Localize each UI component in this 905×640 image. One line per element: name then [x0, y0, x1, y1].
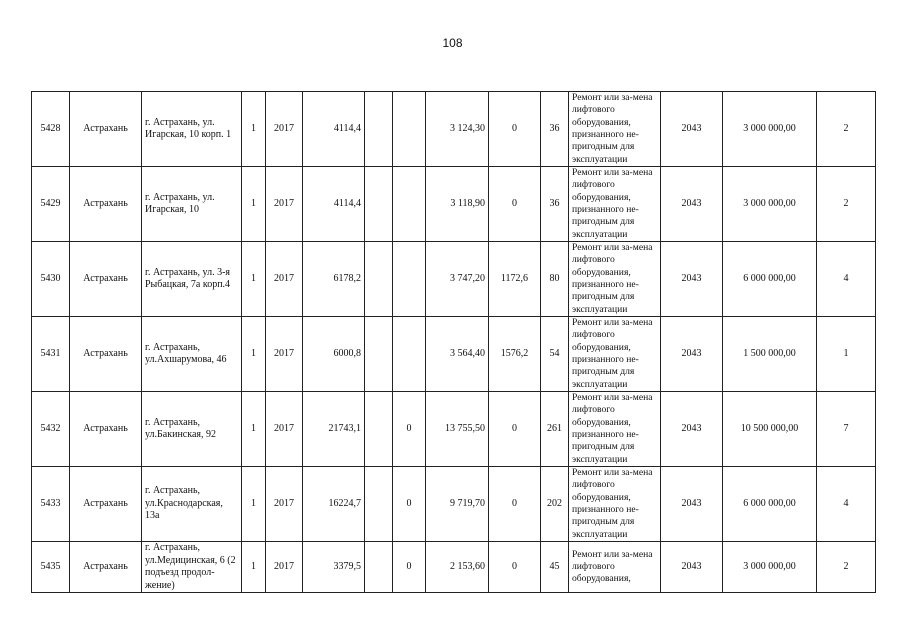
cell-city: Астрахань — [70, 167, 142, 242]
cell-col13: 2043 — [661, 167, 723, 242]
cell-area: 3379,5 — [303, 542, 365, 593]
cell-col8 — [393, 167, 426, 242]
cell-col10: 0 — [489, 542, 541, 593]
cell-count: 2 — [817, 92, 876, 167]
cell-city: Астрахань — [70, 317, 142, 392]
cell-col7 — [365, 467, 393, 542]
cell-address: г. Астрахань, ул. Игарская, 10 корп. 1 — [142, 92, 242, 167]
cell-year: 2017 — [266, 467, 303, 542]
table-row — [32, 92, 876, 167]
cell-col4: 1 — [242, 467, 266, 542]
cell-year: 2017 — [266, 92, 303, 167]
table-row — [32, 467, 876, 542]
cell-work-type: Ремонт или за-мена лифтового оборудования, — [569, 542, 661, 593]
cell-col10: 0 — [489, 167, 541, 242]
cell-year: 2017 — [266, 167, 303, 242]
table-body — [32, 92, 876, 593]
cell-count: 1 — [817, 317, 876, 392]
cell-work-type: Ремонт или за-мена лифтового оборудования, признанного не-пригодным для эксплуатации — [569, 467, 661, 542]
cell-col11: 45 — [541, 542, 569, 593]
table-row — [32, 317, 876, 392]
cell-cost: 3 000 000,00 — [723, 542, 817, 593]
cell-col8: 0 — [393, 392, 426, 467]
cell-work-type: Ремонт или за-мена лифтового оборудования, признанного не-пригодным для эксплуатации — [569, 92, 661, 167]
cell-col8: 0 — [393, 542, 426, 593]
cell-cost: 1 500 000,00 — [723, 317, 817, 392]
cell-col10: 0 — [489, 392, 541, 467]
cell-col4: 1 — [242, 167, 266, 242]
cell-id: 5432 — [32, 392, 70, 467]
cell-count: 4 — [817, 467, 876, 542]
cell-count: 2 — [817, 167, 876, 242]
cell-count: 7 — [817, 392, 876, 467]
cell-col7 — [365, 542, 393, 593]
cell-work-type: Ремонт или за-мена лифтового оборудования, признанного не-пригодным для эксплуатации — [569, 167, 661, 242]
cell-col9: 2 153,60 — [426, 542, 489, 593]
cell-col4: 1 — [242, 317, 266, 392]
cell-area: 6000,8 — [303, 317, 365, 392]
cell-col11: 36 — [541, 92, 569, 167]
cell-id: 5429 — [32, 167, 70, 242]
cell-col8: 0 — [393, 467, 426, 542]
cell-area: 6178,2 — [303, 242, 365, 317]
cell-work-type: Ремонт или за-мена лифтового оборудования, признанного не-пригодным для эксплуатации — [569, 242, 661, 317]
cell-col13: 2043 — [661, 542, 723, 593]
cell-area: 4114,4 — [303, 167, 365, 242]
cell-col7 — [365, 92, 393, 167]
cell-year: 2017 — [266, 242, 303, 317]
cell-col4: 1 — [242, 392, 266, 467]
table-row — [32, 542, 876, 593]
cell-count: 2 — [817, 542, 876, 593]
cell-id: 5433 — [32, 467, 70, 542]
cell-city: Астрахань — [70, 392, 142, 467]
cell-city: Астрахань — [70, 467, 142, 542]
cell-col11: 54 — [541, 317, 569, 392]
cell-address: г. Астрахань, ул.Медицинская, 6 (2 подъезд продол-жение) — [142, 542, 242, 593]
cell-id: 5431 — [32, 317, 70, 392]
cell-col7 — [365, 392, 393, 467]
cell-col9: 3 564,40 — [426, 317, 489, 392]
cell-count: 4 — [817, 242, 876, 317]
cell-id: 5428 — [32, 92, 70, 167]
cell-address: г. Астрахань, ул.Бакинская, 92 — [142, 392, 242, 467]
cell-col8 — [393, 317, 426, 392]
cell-col10: 0 — [489, 92, 541, 167]
cell-year: 2017 — [266, 542, 303, 593]
cell-cost: 6 000 000,00 — [723, 242, 817, 317]
table-row — [32, 392, 876, 467]
cell-col4: 1 — [242, 92, 266, 167]
cell-cost: 3 000 000,00 — [723, 167, 817, 242]
cell-year: 2017 — [266, 317, 303, 392]
cell-col8 — [393, 242, 426, 317]
register-table — [31, 91, 876, 593]
cell-col9: 9 719,70 — [426, 467, 489, 542]
cell-col9: 13 755,50 — [426, 392, 489, 467]
cell-col13: 2043 — [661, 242, 723, 317]
cell-col4: 1 — [242, 242, 266, 317]
cell-id: 5430 — [32, 242, 70, 317]
cell-year: 2017 — [266, 392, 303, 467]
cell-col10: 1576,2 — [489, 317, 541, 392]
cell-col13: 2043 — [661, 92, 723, 167]
cell-col11: 36 — [541, 167, 569, 242]
cell-city: Астрахань — [70, 542, 142, 593]
cell-col10: 1172,6 — [489, 242, 541, 317]
cell-id: 5435 — [32, 542, 70, 593]
cell-col11: 202 — [541, 467, 569, 542]
cell-col7 — [365, 242, 393, 317]
cell-area: 4114,4 — [303, 92, 365, 167]
cell-area: 21743,1 — [303, 392, 365, 467]
cell-cost: 6 000 000,00 — [723, 467, 817, 542]
table-row — [32, 167, 876, 242]
cell-cost: 3 000 000,00 — [723, 92, 817, 167]
cell-area: 16224,7 — [303, 467, 365, 542]
cell-city: Астрахань — [70, 92, 142, 167]
cell-col11: 80 — [541, 242, 569, 317]
cell-address: г. Астрахань, ул. 3-я Рыбацкая, 7а корп.4 — [142, 242, 242, 317]
cell-col13: 2043 — [661, 392, 723, 467]
cell-col9: 3 118,90 — [426, 167, 489, 242]
cell-work-type: Ремонт или за-мена лифтового оборудования, признанного не-пригодным для эксплуатации — [569, 392, 661, 467]
cell-city: Астрахань — [70, 242, 142, 317]
cell-col13: 2043 — [661, 467, 723, 542]
cell-address: г. Астрахань, ул.Краснодарская, 13а — [142, 467, 242, 542]
cell-col13: 2043 — [661, 317, 723, 392]
cell-work-type: Ремонт или за-мена лифтового оборудования, признанного не-пригодным для эксплуатации — [569, 317, 661, 392]
cell-address: г. Астрахань, ул. Игарская, 10 — [142, 167, 242, 242]
cell-col10: 0 — [489, 467, 541, 542]
cell-col11: 261 — [541, 392, 569, 467]
cell-cost: 10 500 000,00 — [723, 392, 817, 467]
cell-address: г. Астрахань, ул.Ахшарумова, 46 — [142, 317, 242, 392]
cell-col9: 3 124,30 — [426, 92, 489, 167]
cell-col9: 3 747,20 — [426, 242, 489, 317]
cell-col4: 1 — [242, 542, 266, 593]
cell-col7 — [365, 317, 393, 392]
table-row — [32, 242, 876, 317]
cell-col8 — [393, 92, 426, 167]
page-number: 108 — [442, 36, 463, 50]
cell-col7 — [365, 167, 393, 242]
